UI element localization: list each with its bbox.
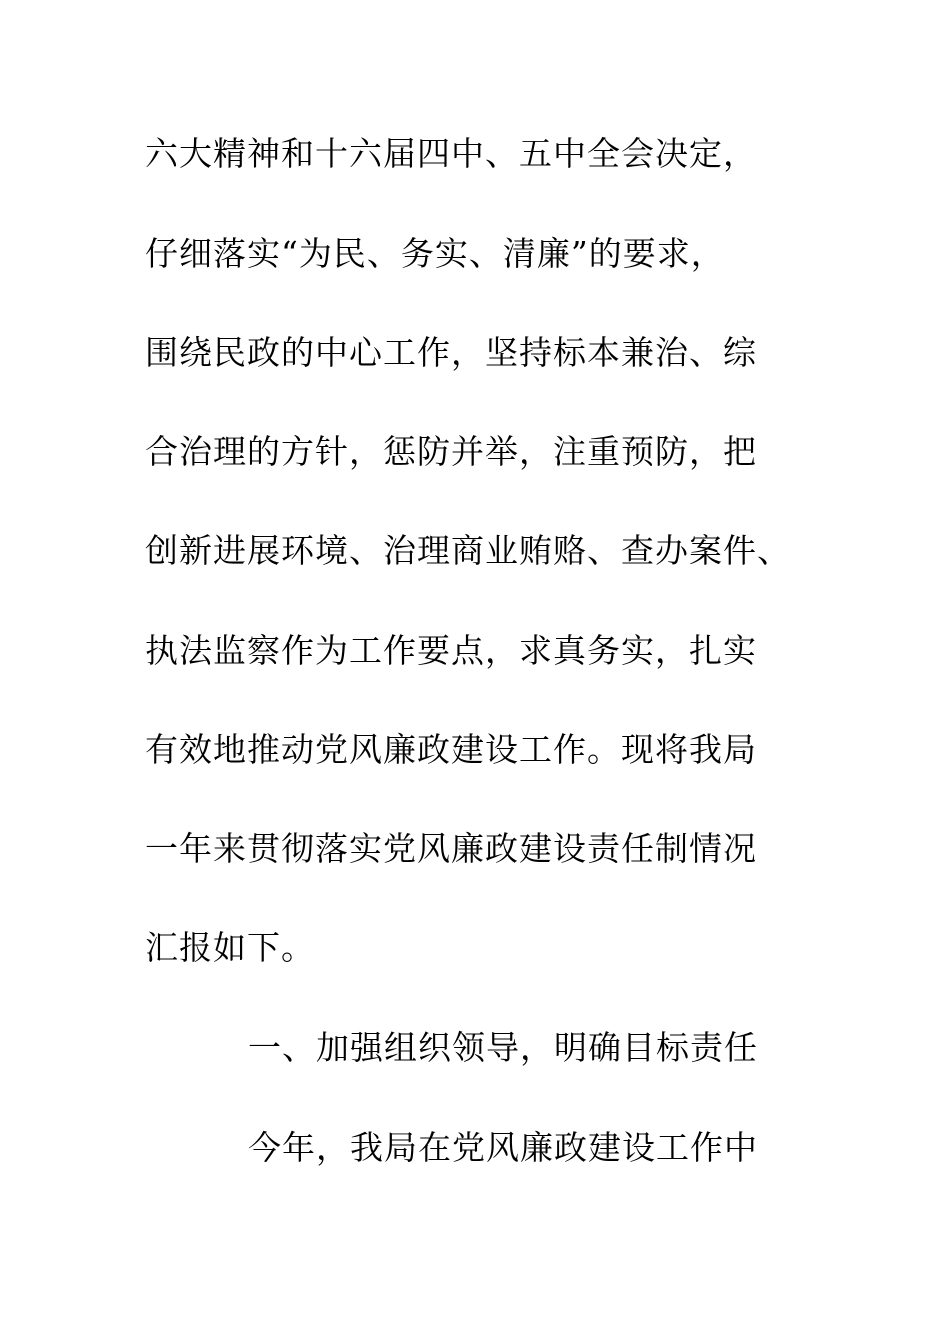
- section-heading: 一、加强组织领导，明确目标责任: [248, 1028, 758, 1067]
- text-line-9: 汇报如下。: [145, 928, 315, 967]
- text-line-7: 有效地推动党风廉政建设工作。现将我局: [145, 730, 757, 769]
- text-line-3: 围绕民政的中心工作，坚持标本兼治、综: [145, 333, 757, 372]
- text-line-5: 创新进展环境、治理商业贿赂、查办案件、: [145, 531, 791, 570]
- text-line-6: 执法监察作为工作要点，求真务实，扎实: [145, 631, 757, 670]
- text-line-8: 一年来贯彻落实党风廉政建设责任制情况: [145, 829, 757, 868]
- paragraph-first-line: 今年，我局在党风廉政建设工作中: [248, 1128, 758, 1167]
- text-line-4: 合治理的方针，惩防并举，注重预防，把: [145, 432, 757, 471]
- text-line-2: 仔细落实“为民、务实、清廉”的要求，: [145, 234, 725, 273]
- text-line-1: 六大精神和十六届四中、五中全会决定，: [145, 134, 757, 173]
